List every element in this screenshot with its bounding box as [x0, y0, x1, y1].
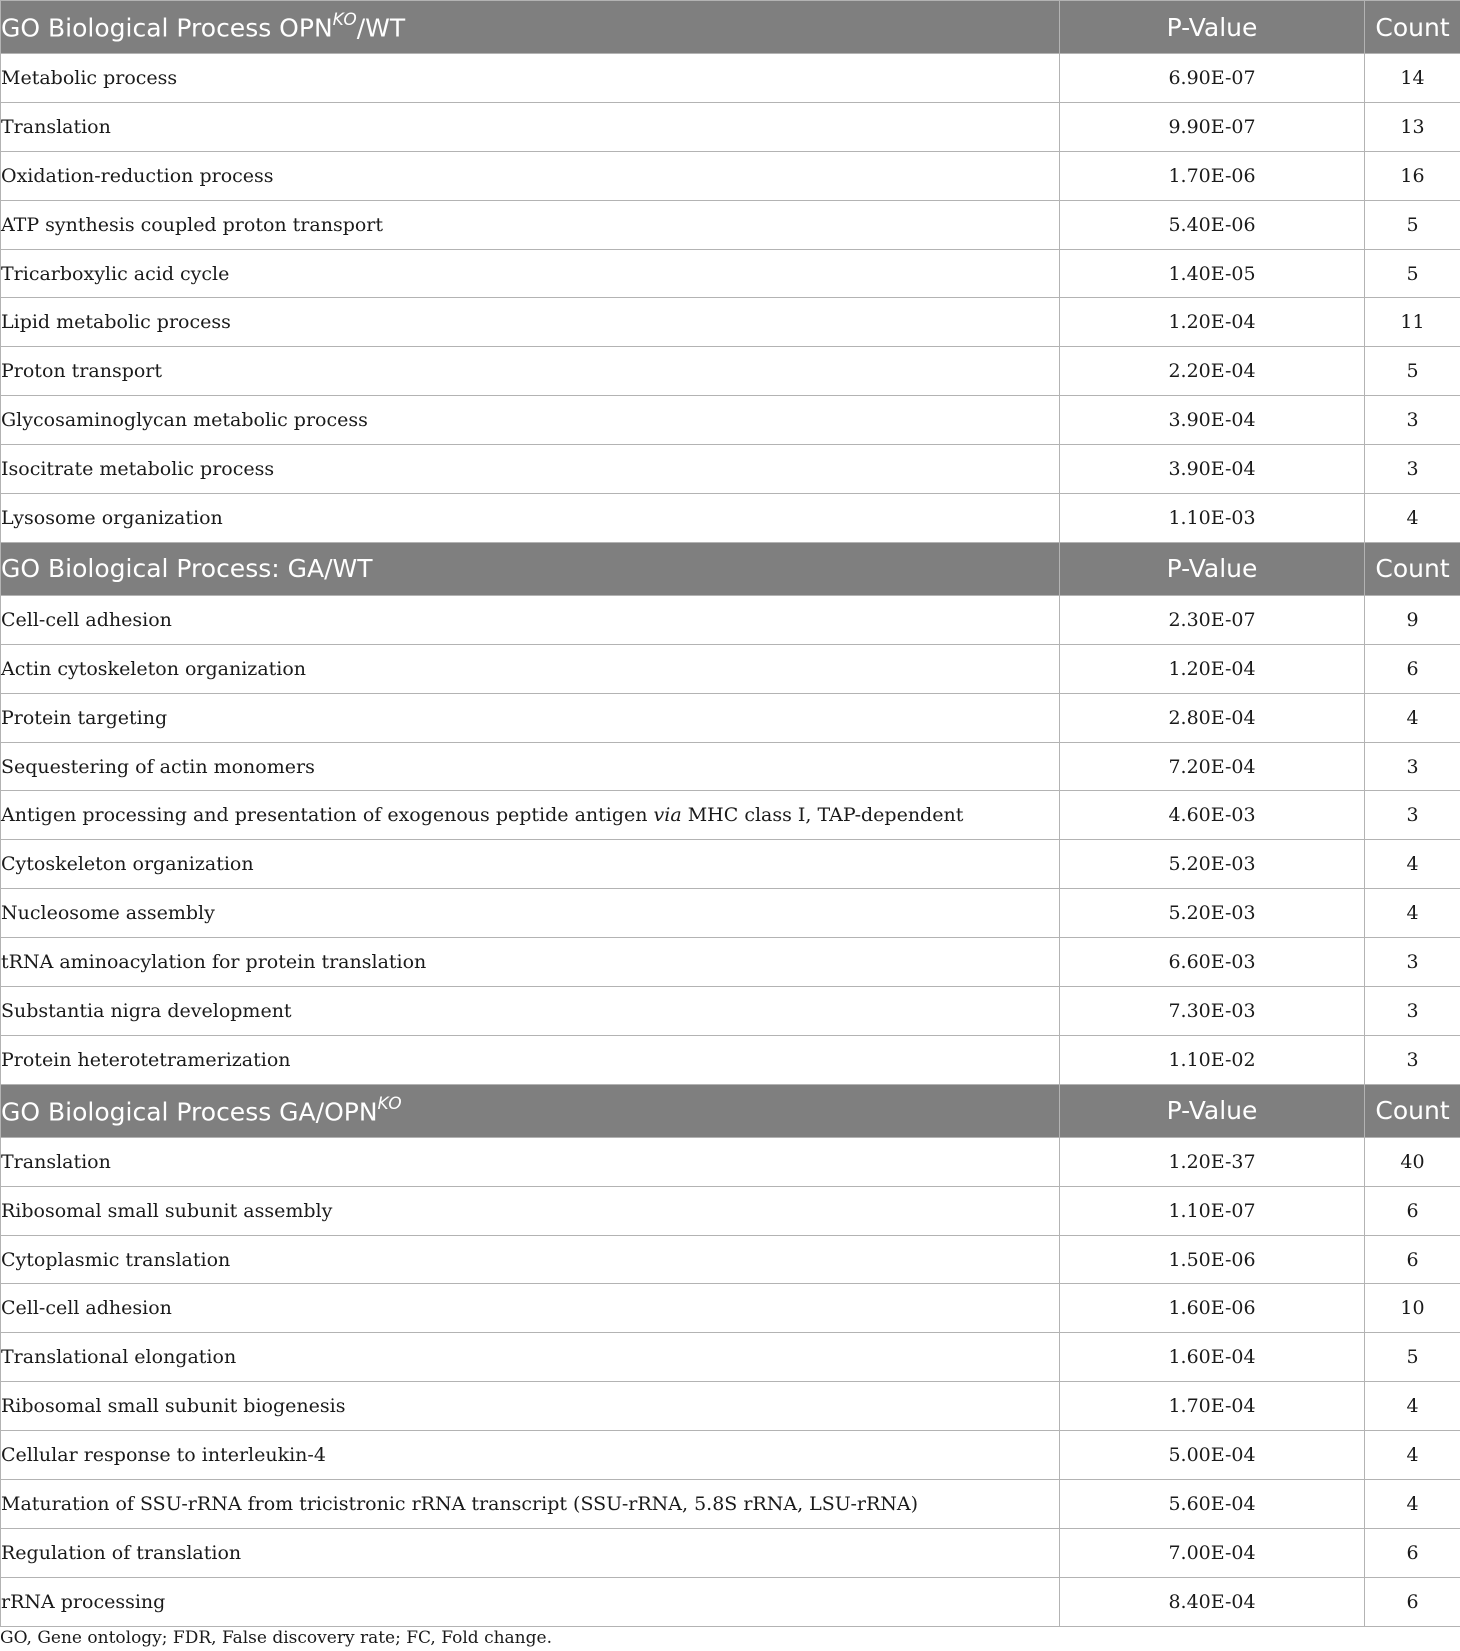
process-name: Cellular response to interleukin-4: [1, 1444, 326, 1467]
table-row: [1, 1137, 1460, 1186]
p-value-cell: 1.10E-07: [1060, 1186, 1365, 1235]
count-cell: 6: [1365, 1577, 1460, 1626]
process-cell: [1, 693, 1060, 742]
table-row: [1, 1480, 1460, 1529]
process-cell: [1, 1577, 1060, 1626]
process-name: Translation: [1, 115, 111, 138]
table-row: [1, 987, 1460, 1036]
table-row: [1, 1382, 1460, 1431]
count-cell: 4: [1365, 1382, 1460, 1431]
table-row: [1, 840, 1460, 889]
section-title-superscript: KO: [332, 9, 357, 30]
table-row: [1, 1235, 1460, 1284]
process-name: Antigen processing and presentation of exogenous peptide antigen: [1, 804, 654, 827]
table-row: [1, 1333, 1460, 1382]
count-cell: 3: [1365, 742, 1460, 791]
process-name: Ribosomal small subunit biogenesis: [1, 1395, 346, 1418]
p-value-cell: 5.20E-03: [1060, 840, 1365, 889]
table-row: [1, 644, 1460, 693]
count-cell: 3: [1365, 987, 1460, 1036]
process-cell: [1, 987, 1060, 1036]
process-cell: [1, 298, 1060, 347]
count-cell: 14: [1365, 54, 1460, 103]
table-row: [1, 249, 1460, 298]
table-row: [1, 298, 1460, 347]
process-cell: [1, 151, 1060, 200]
process-cell: [1, 445, 1060, 494]
table-row: [1, 742, 1460, 791]
section-title: GO Biological Process GA/OPN: [1, 1096, 378, 1126]
process-cell: [1, 791, 1060, 840]
process-cell: [1, 347, 1060, 396]
process-cell: [1, 54, 1060, 103]
process-cell: [1, 494, 1060, 543]
process-name: Maturation of SSU-rRNA from tricistronic rRNA transcript (SSU-rRNA, 5.8S rRNA, LSU-rRNA): [1, 1492, 919, 1515]
count-cell: 5: [1365, 249, 1460, 298]
count-cell: 3: [1365, 396, 1460, 445]
p-value-column-header: P-Value: [1060, 1, 1365, 54]
process-name: Metabolic process: [1, 66, 178, 89]
process-cell: [1, 938, 1060, 987]
table-row: [1, 1284, 1460, 1333]
process-cell: [1, 644, 1060, 693]
p-value-cell: 4.60E-03: [1060, 791, 1365, 840]
section-header-row: [1, 1, 1460, 54]
table-row: [1, 595, 1460, 644]
p-value-cell: 6.60E-03: [1060, 938, 1365, 987]
process-name: Tricarboxylic acid cycle: [1, 262, 230, 285]
process-cell: [1, 889, 1060, 938]
table-row: [1, 54, 1460, 103]
p-value-cell: 1.10E-03: [1060, 494, 1365, 543]
process-name: Sequestering of actin monomers: [1, 755, 315, 778]
table-row: [1, 1528, 1460, 1577]
process-cell: [1, 1333, 1060, 1382]
section-header-row: [1, 1084, 1460, 1137]
p-value-column-header: P-Value: [1060, 1084, 1365, 1137]
table-row: [1, 1035, 1460, 1084]
table-row: [1, 693, 1460, 742]
count-cell: 3: [1365, 791, 1460, 840]
table-row: [1, 1577, 1460, 1626]
section-title: GO Biological Process OPN: [1, 13, 333, 43]
p-value-cell: 6.90E-07: [1060, 54, 1365, 103]
process-name: Nucleosome assembly: [1, 902, 215, 925]
count-cell: 6: [1365, 1528, 1460, 1577]
process-column-header: [1, 1, 1060, 54]
count-cell: 3: [1365, 1035, 1460, 1084]
count-cell: 4: [1365, 840, 1460, 889]
table-row: [1, 396, 1460, 445]
p-value-cell: 1.10E-02: [1060, 1035, 1365, 1084]
table-row: [1, 200, 1460, 249]
p-value-cell: 7.20E-04: [1060, 742, 1365, 791]
p-value-cell: 2.20E-04: [1060, 347, 1365, 396]
count-cell: 6: [1365, 644, 1460, 693]
process-cell: [1, 840, 1060, 889]
p-value-cell: 5.20E-03: [1060, 889, 1365, 938]
process-cell: [1, 396, 1060, 445]
count-cell: 13: [1365, 102, 1460, 151]
process-cell: [1, 595, 1060, 644]
count-cell: 5: [1365, 1333, 1460, 1382]
process-cell: [1, 249, 1060, 298]
process-cell: [1, 1431, 1060, 1480]
process-name: Actin cytoskeleton organization: [1, 657, 307, 680]
process-cell: [1, 1235, 1060, 1284]
process-name: Cytoplasmic translation: [1, 1248, 231, 1271]
process-name: Glycosaminoglycan metabolic process: [1, 409, 368, 432]
process-cell: [1, 200, 1060, 249]
count-cell: 5: [1365, 347, 1460, 396]
p-value-cell: 9.90E-07: [1060, 102, 1365, 151]
table-row: [1, 151, 1460, 200]
p-value-cell: 2.30E-07: [1060, 595, 1365, 644]
p-value-cell: 7.00E-04: [1060, 1528, 1365, 1577]
count-column-header: Count: [1365, 1084, 1460, 1137]
p-value-cell: 8.40E-04: [1060, 1577, 1365, 1626]
process-cell: [1, 1035, 1060, 1084]
p-value-cell: 1.20E-37: [1060, 1137, 1365, 1186]
process-name: ATP synthesis coupled proton transport: [1, 213, 384, 236]
table-row: [1, 1186, 1460, 1235]
process-name: Cell-cell adhesion: [1, 1297, 172, 1320]
p-value-cell: 2.80E-04: [1060, 693, 1365, 742]
process-name: Ribosomal small subunit assembly: [1, 1199, 333, 1222]
count-cell: 4: [1365, 494, 1460, 543]
p-value-cell: 1.70E-06: [1060, 151, 1365, 200]
process-name: Oxidation-reduction process: [1, 164, 274, 187]
table-row: [1, 102, 1460, 151]
process-name: Translational elongation: [1, 1346, 237, 1369]
process-name: rRNA processing: [1, 1590, 166, 1613]
process-cell: [1, 742, 1060, 791]
process-name: Protein heterotetramerization: [1, 1048, 291, 1071]
count-cell: 11: [1365, 298, 1460, 347]
section-header-row: [1, 542, 1460, 595]
section-title-suffix: /WT: [356, 13, 406, 43]
process-name: Translation: [1, 1150, 111, 1173]
process-cell: [1, 1137, 1060, 1186]
process-name: tRNA aminoacylation for protein translation: [1, 951, 427, 974]
process-name: Regulation of translation: [1, 1541, 242, 1564]
section-title: GO Biological Process: GA/WT: [1, 554, 373, 584]
process-cell: [1, 1480, 1060, 1529]
count-column-header: Count: [1365, 1, 1460, 54]
process-name: Lipid metabolic process: [1, 311, 231, 334]
table-row: [1, 445, 1460, 494]
p-value-cell: 5.40E-06: [1060, 200, 1365, 249]
table-row: [1, 938, 1460, 987]
table-row: [1, 791, 1460, 840]
process-name-italic: via: [653, 804, 682, 827]
process-cell: [1, 1382, 1060, 1431]
process-name: Lysosome organization: [1, 506, 223, 529]
process-cell: [1, 1528, 1060, 1577]
p-value-cell: 1.20E-04: [1060, 644, 1365, 693]
p-value-cell: 1.50E-06: [1060, 1235, 1365, 1284]
process-name-continued: MHC class I, TAP-dependent: [681, 804, 964, 827]
table-row: [1, 494, 1460, 543]
table-row: [1, 889, 1460, 938]
p-value-cell: 3.90E-04: [1060, 445, 1365, 494]
process-column-header: [1, 1084, 1060, 1137]
process-name: Protein targeting: [1, 706, 168, 729]
process-name: Proton transport: [1, 360, 163, 383]
process-column-header: [1, 542, 1060, 595]
p-value-cell: 1.20E-04: [1060, 298, 1365, 347]
count-cell: 4: [1365, 693, 1460, 742]
process-name: Substantia nigra development: [1, 999, 292, 1022]
count-cell: 16: [1365, 151, 1460, 200]
p-value-column-header: P-Value: [1060, 542, 1365, 595]
p-value-cell: 1.40E-05: [1060, 249, 1365, 298]
table-footnote: GO, Gene ontology; FDR, False discovery rate; FC, Fold change.: [0, 1628, 552, 1648]
count-column-header: Count: [1365, 542, 1460, 595]
count-cell: 10: [1365, 1284, 1460, 1333]
count-cell: 5: [1365, 200, 1460, 249]
count-cell: 9: [1365, 595, 1460, 644]
count-cell: 6: [1365, 1235, 1460, 1284]
count-cell: 4: [1365, 1480, 1460, 1529]
section-title-superscript: KO: [377, 1093, 402, 1114]
process-cell: [1, 1284, 1060, 1333]
p-value-cell: 1.60E-06: [1060, 1284, 1365, 1333]
process-name: Cytoskeleton organization: [1, 853, 254, 876]
table-row: [1, 347, 1460, 396]
p-value-cell: 7.30E-03: [1060, 987, 1365, 1036]
p-value-cell: 5.60E-04: [1060, 1480, 1365, 1529]
p-value-cell: 1.70E-04: [1060, 1382, 1365, 1431]
process-name: Isocitrate metabolic process: [1, 458, 275, 481]
count-cell: 4: [1365, 1431, 1460, 1480]
table-row: [1, 1431, 1460, 1480]
count-cell: 40: [1365, 1137, 1460, 1186]
process-cell: [1, 1186, 1060, 1235]
count-cell: 3: [1365, 445, 1460, 494]
count-cell: 4: [1365, 889, 1460, 938]
p-value-cell: 5.00E-04: [1060, 1431, 1365, 1480]
p-value-cell: 3.90E-04: [1060, 396, 1365, 445]
count-cell: 6: [1365, 1186, 1460, 1235]
p-value-cell: 1.60E-04: [1060, 1333, 1365, 1382]
process-cell: [1, 102, 1060, 151]
count-cell: 3: [1365, 938, 1460, 987]
process-name: Cell-cell adhesion: [1, 608, 172, 631]
